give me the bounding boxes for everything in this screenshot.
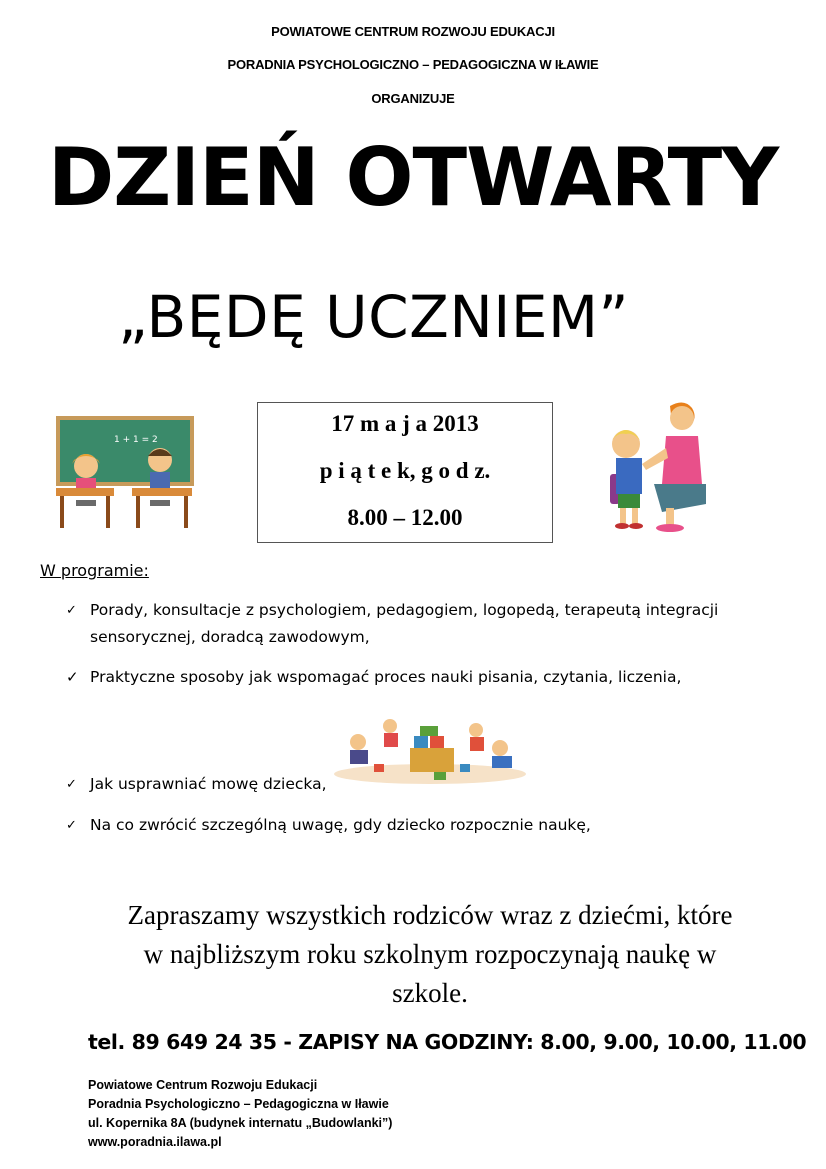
organizer-line-1: POWIATOWE CENTRUM ROZWOJU EDUKACJI bbox=[271, 24, 555, 39]
organizer-line-2: PORADNIA PSYCHOLOGICZNO – PEDAGOGICZNA W IŁAWIE bbox=[227, 57, 599, 72]
footer-address: ul. Kopernika 8A (budynek internatu „Budowlanki”) bbox=[88, 1116, 393, 1130]
footer-website-link[interactable]: www.poradnia.ilawa.pl bbox=[88, 1135, 222, 1149]
list-item-text: Na co zwrócić szczególną uwagę, gdy dziecko rozpocznie naukę, bbox=[90, 816, 591, 834]
page-title: DZIEŃ OTWARTY bbox=[47, 131, 779, 224]
event-day: p i ą t e k, g o d z. bbox=[319, 458, 491, 483]
event-date: 17 m a j a 2013 bbox=[331, 411, 479, 436]
list-item-text: Praktyczne sposoby jak wspomagać proces nauki pisania, czytania, liczenia, bbox=[90, 668, 682, 686]
program-heading: W programie: bbox=[40, 561, 149, 580]
mother-child-illustration bbox=[602, 398, 712, 534]
footer-line-2: Poradnia Psychologiczno – Pedagogiczna w Iławie bbox=[88, 1097, 389, 1111]
invitation-text bbox=[70, 896, 790, 1013]
list-item-text: Jak usprawniać mowę dziecka, bbox=[90, 775, 327, 793]
list-item-text: sensorycznej, doradcą zawodowym, bbox=[90, 628, 370, 646]
event-subtitle: „BĘDĘ UCZNIEM” bbox=[118, 283, 630, 351]
organizer-line-3: ORGANIZUJE bbox=[371, 91, 455, 106]
classroom-illustration bbox=[52, 414, 198, 530]
check-icon: ✓ bbox=[66, 668, 79, 686]
svg-text:1 + 1 = 2: 1 + 1 = 2 bbox=[114, 435, 158, 445]
footer-line-1: Powiatowe Centrum Rozwoju Edukacji bbox=[88, 1078, 318, 1092]
check-icon: ✓ bbox=[66, 818, 77, 833]
invitation-line-3: szkole. bbox=[392, 978, 468, 1008]
check-icon: ✓ bbox=[66, 603, 77, 618]
contact-line: tel. 89 649 24 35 - ZAPISY NA GODZINY: 8.00, 9.00, 10.00, 11.00 bbox=[88, 1030, 807, 1054]
event-hours: 8.00 – 12.00 bbox=[347, 505, 463, 530]
invitation-line-2: w najbliższym roku szkolnym rozpoczynają naukę w bbox=[143, 939, 717, 969]
event-date-box bbox=[257, 402, 553, 543]
invitation-line-1: Zapraszamy wszystkich rodziców wraz z dziećmi, które bbox=[127, 900, 733, 930]
check-icon: ✓ bbox=[66, 777, 77, 792]
list-item-text: Porady, konsultacje z psychologiem, pedagogiem, logopedą, terapeutą integracji bbox=[90, 601, 719, 619]
